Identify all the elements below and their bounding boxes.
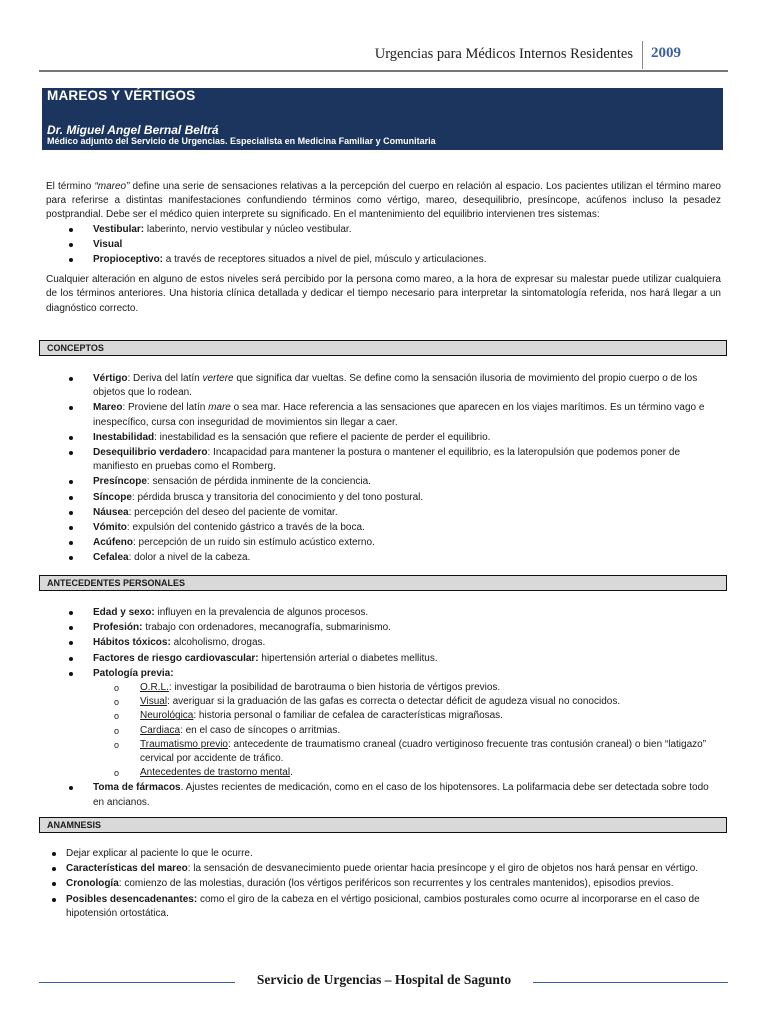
list-item: Características del mareo: la sensación de desvanecimiento puede orientar hacia presíncope y el giro de objetos nos hará pensar en vértigo.	[46, 862, 721, 876]
list-item: Profesión: trabajo con ordenadores, mecanografía, submarinismo.	[46, 621, 721, 635]
anamnesis-list	[46, 847, 721, 921]
list-item: Propioceptivo: a través de receptores situados a nivel de piel, músculo y articulaciones.	[46, 253, 721, 267]
header-title: Urgencias para Médicos Internos Residentes	[374, 46, 633, 62]
footer-text: Servicio de Urgencias – Hospital de Sagunto	[256, 972, 512, 987]
list-item: Cronología: comienzo de las molestias, duración (los vértigos periféricos son recurrentes y los centrales mantenidos), episodios previos.	[46, 877, 721, 891]
intro-section	[46, 180, 721, 316]
section-heading-conceptos: CONCEPTOS	[39, 340, 727, 356]
intro-paragraph-2: Cualquier alteración en alguno de estos niveles será percibido por la persona como mareo, a la hora de expresar su malestar puede utilizar cualquiera de los términos anteriores. Una historia clínica detallada y dedicar el tiempo necesario para interpretar la sintomatología referida, nos hará llegar a un diagnóstico correcto.	[46, 274, 721, 314]
systems-list	[46, 223, 721, 268]
list-item: Náusea: percepción del deseo del paciente de vomitar.	[46, 506, 721, 520]
document-title: MAREOS Y VÉRTIGOS	[47, 88, 196, 103]
list-item: Visual	[46, 238, 721, 252]
page-header	[0, 0, 768, 80]
title-banner	[42, 88, 723, 150]
sublist-item: o Traumatismo previo: antecedente de traumatismo craneal (cuadro vertiginoso frecuente tras contusión craneal) o bien “latigazo” cervical por accidente de tráfico.	[93, 738, 721, 766]
list-item: Vestibular: laberinto, nervio vestibular y núcleo vestibular.	[46, 223, 721, 237]
conceptos-section	[46, 372, 721, 567]
list-item: Vómito: expulsión del contenido gástrico a través de la boca.	[46, 521, 721, 535]
list-item: Dejar explicar al paciente lo que le ocurre.	[46, 847, 721, 861]
author-name: Dr. Miguel Angel Bernal Beltrá	[47, 123, 219, 137]
list-item: Edad y sexo: influyen en la prevalencia de algunos procesos.	[46, 606, 721, 620]
list-item: Inestabilidad: inestabilidad es la sensación que refiere el paciente de perder el equilibrio.	[46, 431, 721, 445]
list-item: Hábitos tóxicos: alcoholismo, drogas.	[46, 636, 721, 650]
list-item: Mareo: Proviene del latín mare o sea mar. Hace referencia a las sensaciones que aparecen en los viajes marítimos. Es un término vago e inespecífico, cursa con inseguridad de movimientos sin llegar a caer.	[46, 401, 721, 429]
sublist-item: o Antecedentes de trastorno mental.	[93, 766, 721, 780]
header-separator	[642, 41, 643, 69]
list-item: Desequilibrio verdadero: Incapacidad para mantener la postura o mantener el equilibrio, es la lateropulsión que podemos poner de manifiesto en pruebas como el Romberg.	[46, 446, 721, 474]
sublist-item: o Neurológica: historia personal o familiar de cefalea de características migrañosas.	[93, 709, 721, 723]
list-item: Patología previa: o O.R.L.: investigar la posibilidad de barotrauma o bien historia de vértigos previos. o Visual: averiguar si la graduación de las gafas es correcta o detectar déficit de agudeza visual no conocidos. o Neurológica: historia personal o familiar de cefalea de características migrañosas. o Cardiaca: en el caso de síncopes o arritmias. o Traumatismo previo: antecedente de traumatismo craneal (cuadro vertiginoso frecuente tras contusión craneal) o bien “latigazo” cervical por accidente de tráfico. o Antecedentes de trastorno mental.	[46, 667, 721, 781]
patologia-sublist	[93, 681, 721, 780]
anamnesis-section	[46, 847, 721, 922]
antecedentes-section	[46, 606, 721, 811]
list-item: Acúfeno: percepción de un ruido sin estímulo acústico externo.	[46, 536, 721, 550]
antecedentes-list	[46, 606, 721, 810]
header-rule	[39, 70, 728, 72]
list-item: Presíncope: sensación de pérdida inminente de la conciencia.	[46, 475, 721, 489]
list-item: Toma de fármacos. Ajustes recientes de medicación, como en el caso de los hipotensores. La polifarmacia debe ser detectada sobre todo en ancianos.	[46, 781, 721, 809]
author-role: Médico adjunto del Servicio de Urgencias. Especialista en Medicina Familiar y Comunitaria	[47, 136, 436, 146]
sublist-item: o O.R.L.: investigar la posibilidad de barotrauma o bien historia de vértigos previos.	[93, 681, 721, 695]
section-heading-antecedentes: ANTECEDENTES PERSONALES	[39, 575, 727, 591]
list-item: Posibles desencadenantes: como el giro de la cabeza en el vértigo posicional, cambios posturales como ocurre al incorporarse en el caso de hipotensión ortostática.	[46, 893, 721, 921]
list-item: Síncope: pérdida brusca y transitoria del conocimiento y del tono postural.	[46, 491, 721, 505]
sublist-item: o Cardiaca: en el caso de síncopes o arritmias.	[93, 724, 721, 738]
intro-paragraph-1: El término “mareo” define una serie de sensaciones relativas a la percepción del cuerpo en relación al espacio. Los pacientes utilizan el término mareo para referirse a distintas manifestaciones confundiendo términos como vértigo, mareo, desequilibrio, presíncope, acúfenos incluso la pesadez postprandial. Debe ser el médico quien interprete su significado. En el mantenimiento del equilibrio intervienen tres sistemas:	[46, 181, 721, 221]
conceptos-list	[46, 372, 721, 566]
list-item: Cefalea: dolor a nivel de la cabeza.	[46, 551, 721, 565]
sublist-item: o Visual: averiguar si la graduación de las gafas es correcta o detectar déficit de agudeza visual no conocidos.	[93, 695, 721, 709]
list-item: Vértigo: Deriva del latín vertere que significa dar vueltas. Se define como la sensación ilusoria de movimiento del propio cuerpo o de los objetos que lo rodean.	[46, 372, 721, 400]
section-heading-anamnesis: ANAMNESIS	[39, 817, 727, 833]
list-item: Factores de riesgo cardiovascular: hipertensión arterial o diabetes mellitus.	[46, 652, 721, 666]
header-year: 2009	[651, 45, 681, 61]
